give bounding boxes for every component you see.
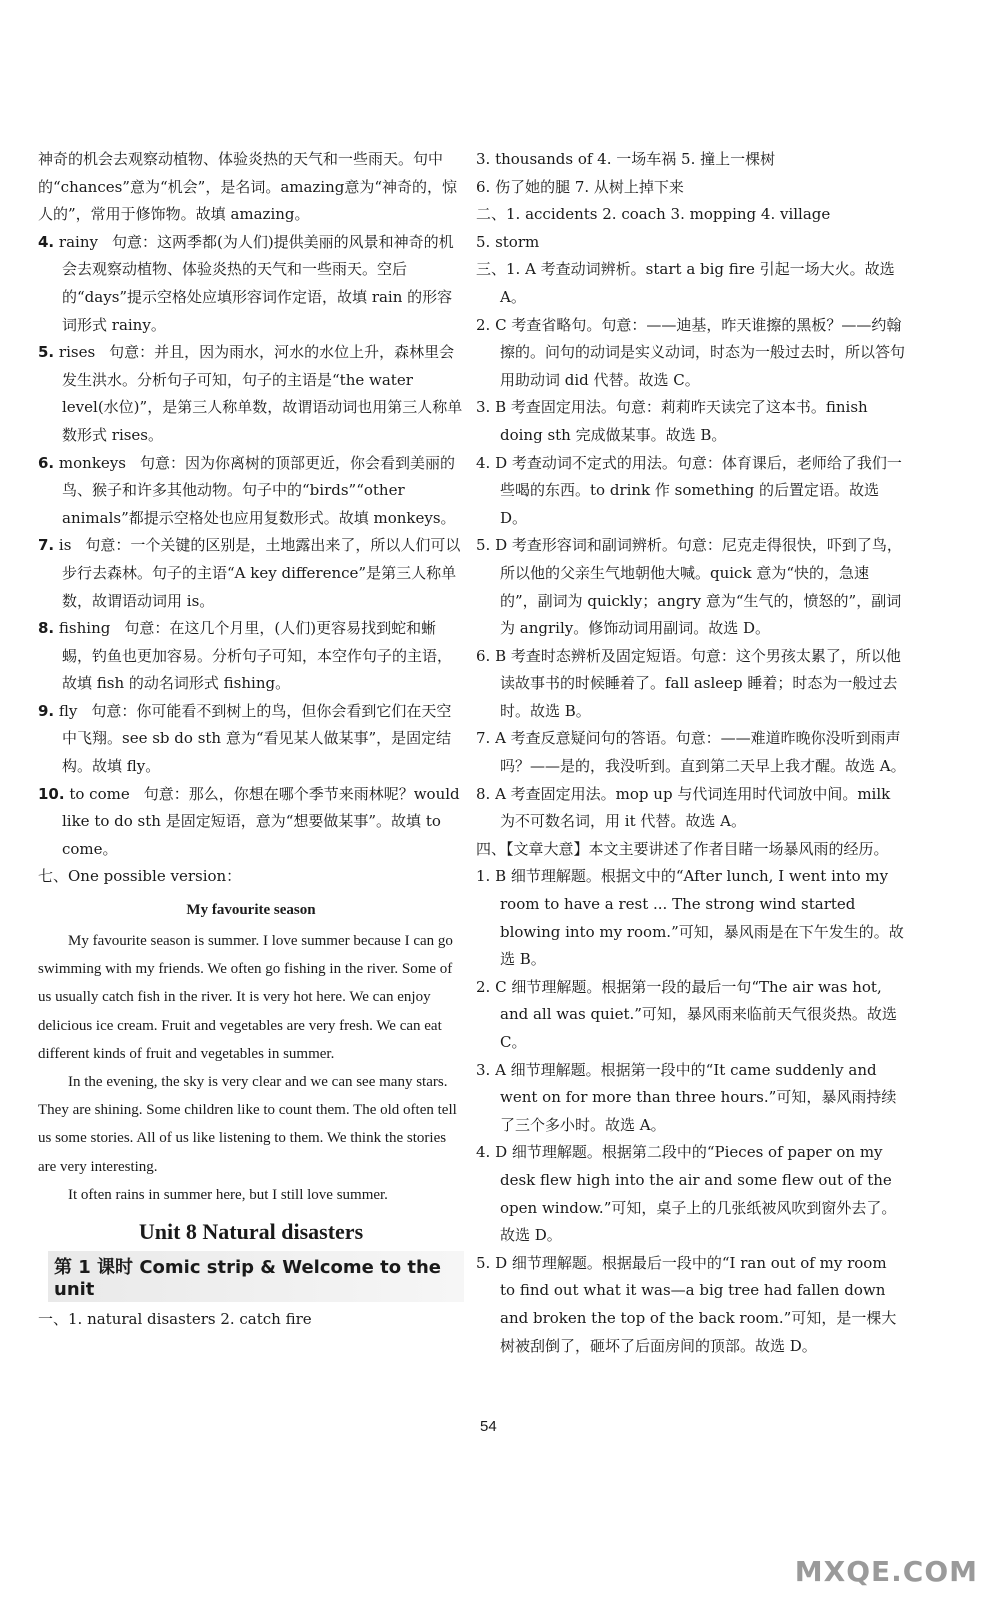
item-explanation: 句意：因为你离树的顶部更近，你会看到美丽的鸟、猴子和许多其他动物。句子中的“birds”“other animals”都提示空格处也应用复数形式。故填 monkeys。 (62, 453, 456, 527)
essay-paragraph: It often rains in summer here, but I still love summer. (68, 1186, 388, 1203)
item-answer: is (58, 536, 72, 555)
right-answer-item: 二、1. accidents 2. coach 3. mopping 4. village (476, 205, 831, 224)
left-answer-item (38, 339, 464, 449)
right-answer-item: 6. B 考查时态辨析及固定短语。句意：这个男孩太累了，所以他读故事书的时候睡着了。fall asleep 睡着；时态为一般过去时。故选 B。 (476, 646, 901, 720)
right-answer-item: 四、【文章大意】本文主要讲述了作者目睹一场暴风雨的经历。 (476, 839, 889, 858)
left-answer-item (38, 532, 464, 615)
right-answer-item: 5. D 细节理解题。根据最后一段中的“I ran out of my room to find out what it was—a big tree had fallen down and broken the top of the back room.”可知，是一棵大树被刮倒了，砸坏了后面房间的顶部。故选 D。 (476, 1253, 897, 1355)
item-answer: monkeys (58, 453, 126, 472)
item-number: 7. (38, 536, 55, 555)
answer-line: 一、1. natural disasters 2. catch fire (38, 1310, 312, 1329)
intro-text: 神奇的机会去观察动植物、体验炎热的天气和一些雨天。句中的“chances”意为“机会”，是名词。amazing意为“神奇的，惊人的”，常用于修饰物。故填 amazing。 (38, 150, 458, 224)
unit-title: Unit 8 Natural disasters (138, 1219, 364, 1245)
right-answer-item: 4. D 考查动词不定式的用法。句意：体育课后，老师给了我们一些喝的东西。to drink 作 something 的后置定语。故选 D。 (476, 453, 902, 527)
right-answer-item: 2. C 细节理解题。根据第一段的最后一句“The air was hot, and all was quiet.”可知，暴风雨来临前天气很炎热。故选 C。 (476, 977, 897, 1051)
essay-paragraph: My favourite season is summer. I love summer because I can go swimming with my friends. We often go fishing in the river. Some of us usually catch fish in the river. It is very hot here. We can enjoy delicious ice cream. Fruit and vegetables are very fresh. We can eat different kinds of fruit and vegetables in summer. (38, 933, 453, 1062)
item-number: 4. (38, 232, 55, 251)
item-number: 10. (38, 784, 65, 803)
item-number: 6. (38, 453, 55, 472)
item-explanation: 句意：并且，因为雨水，河水的水位上升，森林里会发生洪水。分析句子可知，句子的主语是“the water level(水位)”，是第三人称单数，故谓语动词也用第三人称单数形式 rises。 (62, 343, 463, 444)
right-answer-item: 3. A 细节理解题。根据第一段中的“It came suddenly and went on for more than three hours.”可知，暴风雨持续了三个多小时。故选 A。 (476, 1060, 897, 1134)
right-answer-list (476, 146, 906, 1360)
right-answer-item: 5. D 考查形容词和副词辨析。句意：尼克走得很快，吓到了鸟，所以他的父亲生气地朝他大喊。quick 意为“快的，急速的”，副词为 quickly；angry 意为“生气的，愤怒的”，副词为 angrily。修饰动词用副词。故选 D。 (476, 536, 902, 638)
right-answer-item: 6. 伤了她的腿 7. 从树上掉下来 (476, 177, 684, 196)
item-explanation: 句意：这两季都(为人们)提供美丽的风景和神奇的机会去观察动植物、体验炎热的天气和一些雨天。空后的“days”提示空格处应填形容词作定语，故填 rain 的形容词形式 rainy。 (62, 232, 454, 334)
left-answer-item (38, 615, 464, 698)
right-answer-item: 4. D 细节理解题。根据第二段中的“Pieces of paper on my desk flew high into the air and some flew out of the open window.”可知，桌子上的几张纸被风吹到窗外去了。故选 D。 (476, 1143, 897, 1245)
right-answer-item: 3. B 考查固定用法。句意：莉莉昨天读完了这本书。finish doing sth 完成做某事。故选 B。 (476, 398, 868, 444)
essay-body (38, 927, 464, 1209)
right-answer-item: 7. A 考查反意疑问句的答语。句意：——难道昨晚你没听到雨声吗？——是的，我没听到。直到第二天早上我才醒。故选 A。 (476, 729, 906, 776)
right-answer-item: 5. storm (476, 232, 540, 251)
right-answer-item: 1. B 细节理解题。根据文中的“After lunch, I went into my room to have a rest ... The strong wind started blowing into my room.”可知，暴风雨是在下午发生的。故选 B。 (476, 867, 904, 969)
item-number: 5. (38, 343, 55, 362)
item-explanation: 句意：你可能看不到树上的鸟，但你会看到它们在天空中飞翔。see sb do sth 意为“看见某人做某事”，是固定结构。故填 fly。 (62, 701, 452, 776)
right-answer-item: 8. A 考查固定用法。mop up 与代词连用时代词放中间。milk 为不可数名词，用 it 代替。故选 A。 (476, 784, 891, 831)
item-answer: to come (69, 784, 130, 803)
right-answer-item: 三、1. A 考查动词辨析。start a big fire 引起一场大火。故选 A。 (476, 260, 895, 306)
item-answer: rainy (58, 232, 98, 251)
right-column (476, 146, 906, 1360)
left-answer-list (38, 229, 464, 864)
left-answer-item (38, 450, 464, 533)
left-column (38, 146, 464, 1334)
item-answer: fishing (58, 619, 111, 638)
item-explanation: 句意：一个关键的区别是，土地露出来了，所以人们可以步行去森林。句子的主语“A key difference”是第三人称单数，故谓语动词用 is。 (62, 536, 461, 610)
item-number: 8. (38, 619, 55, 638)
essay-title: My favourite season (186, 902, 316, 919)
watermark: MXQE.COM (794, 1555, 978, 1588)
item-answer: fly (58, 701, 78, 720)
right-answer-item: 2. C 考查省略句。句意：——迪基，昨天谁擦的黑板？——约翰擦的。问句的动词是实义动词，时态为一般过去时，所以答句用助动词 did 代替。故选 C。 (476, 315, 906, 389)
item-number: 9. (38, 701, 55, 720)
left-answer-item (38, 781, 464, 864)
lesson-title: 第 1 课时 Comic strip & Welcome to the unit (48, 1251, 464, 1302)
left-answer-item (38, 229, 464, 339)
item-explanation: 句意：在这几个月里，(人们)更容易找到蛇和蜥蜴，钓鱼也更加容易。分析句子可知，本空作句子的主语，故填 fish 的动名词形式 fishing。 (62, 619, 453, 693)
page-number: 54 (480, 1418, 497, 1435)
left-answer-item (38, 698, 464, 781)
essay-paragraph: In the evening, the sky is very clear and we can see many stars. They are shining. Some children like to count them. The old often tell us some stories. All of us like listening to them. We think the stories are very interesting. (38, 1074, 457, 1175)
item-explanation: 句意：那么，你想在哪个季节来雨林呢？would like to do sth 是固定短语，意为“想要做某事”。故填 to come。 (62, 784, 460, 858)
right-answer-item: 3. thousands of 4. 一场车祸 5. 撞上一棵树 (476, 150, 776, 168)
item-answer: rises (58, 343, 96, 362)
section-7-heading: 七、One possible version： (38, 867, 242, 886)
